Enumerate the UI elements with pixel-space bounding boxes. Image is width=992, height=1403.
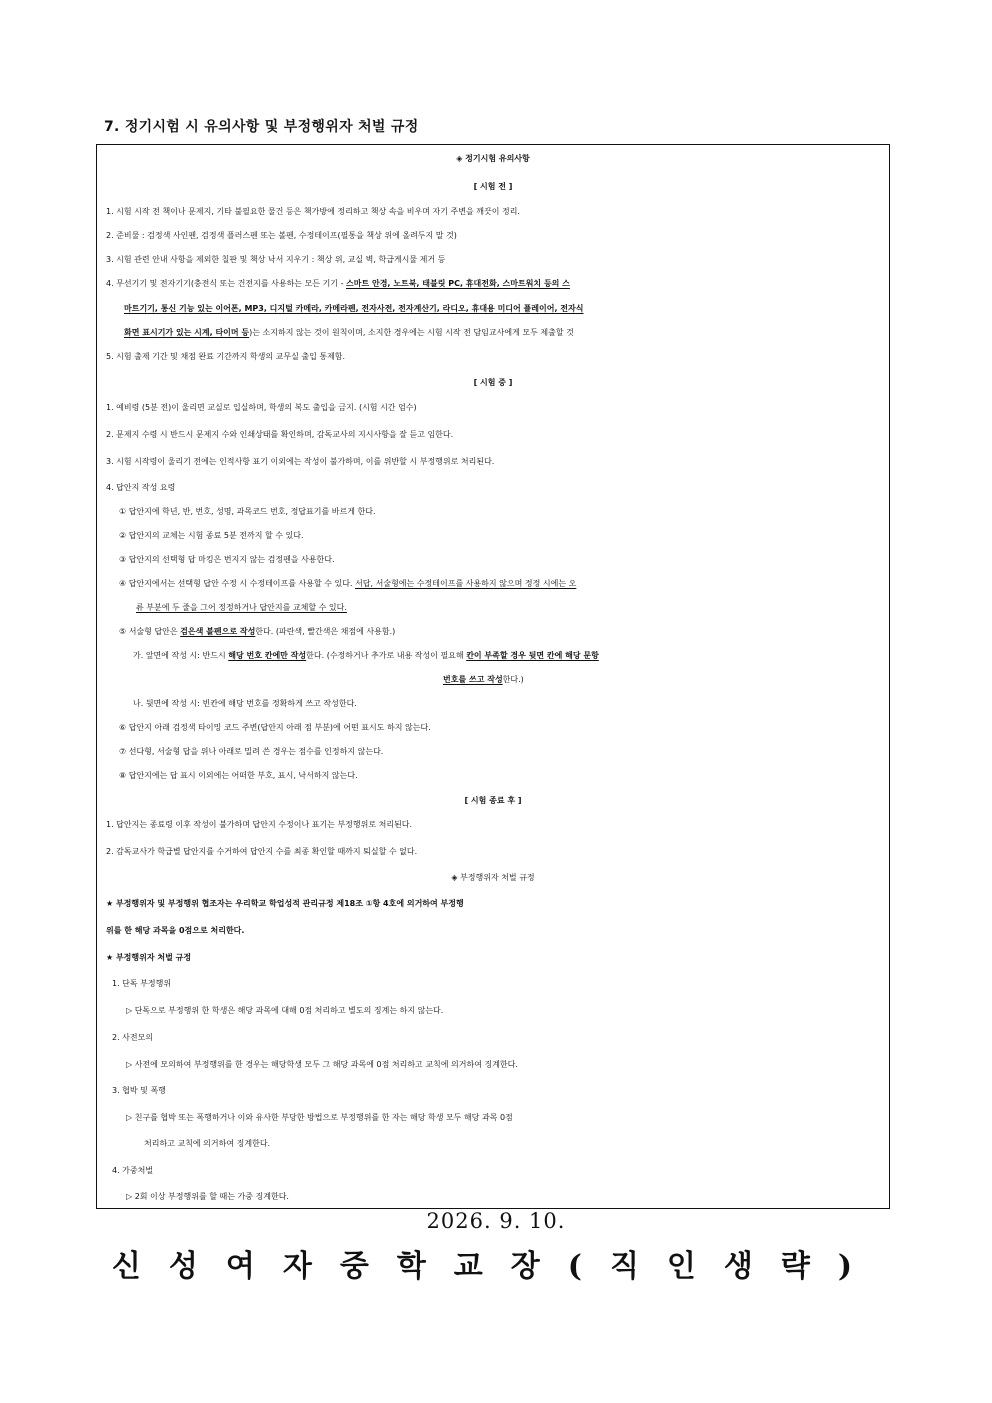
after-item-1: 1. 답안지는 종료령 이후 작성이 불가하며 답안지 수정이나 표기는 부정행위로 처리된다. <box>106 820 413 829</box>
penalty-item-3-desc-line-2: 처리하고 교칙에 의거하여 징계한다. <box>144 1139 271 1148</box>
answer-rule-8: ⑧ 답안지에는 답 표시 이외에는 어떠한 부호, 표시, 낙서하지 않는다. <box>119 771 358 780</box>
before-item-1: 1. 시험 시작 전 책이나 문제지, 기타 불필요한 물건 등은 책가방에 정리하고 책상 속을 비우며 자기 주변을 깨끗이 정리. <box>106 207 520 216</box>
answer-rule-2: ② 답안지의 교체는 시험 종료 5분 전까지 할 수 있다. <box>119 531 304 540</box>
before-item-4-line-1: 4. 무선기기 및 전자기기(충전식 또는 건전지를 사용하는 모든 기기 - 스마트 안경, 노트북, 태블릿 PC, 휴대전화, 스마트워치 등의 스 <box>106 279 570 288</box>
penalty-item-4: 4. 가중처벌 <box>112 1166 154 1175</box>
heading-during-exam: [ 시험 중 ] <box>473 378 513 387</box>
penalty-item-1-desc: ▷ 단독으로 부정행위 한 학생은 해당 과목에 대해 0점 처리하고 별도의 징계는 하지 않는다. <box>126 1006 444 1015</box>
answer-rule-6: ⑥ 답안지 아래 검정색 타이밍 코드 주변(답안지 아래 점 부분)에 어떤 표시도 하지 않는다. <box>119 723 431 732</box>
document-date: 2026. 9. 10. <box>426 1209 566 1233</box>
penalty-item-3-desc-line-1: ▷ 친구를 협박 또는 폭행하거나 이와 유사한 부당한 방법으로 부정행위를 한 자는 해당 학생 모두 해당 과목 0점 <box>126 1113 513 1122</box>
before-item-3: 3. 시험 관련 안내 사항을 제외한 칠판 및 책상 낙서 지우기 : 책상 위, 교실 벽, 학급게시물 제거 등 <box>106 255 446 264</box>
answer-rule-5: ⑤ 서술형 답안은 검은색 볼펜으로 작성한다. (파란색, 빨간색은 채점에 사용함.) <box>119 627 396 636</box>
penalty-star-1-line-1: ★ 부정행위자 및 부정행위 협조자는 우리학교 학업성적 관리규정 제18조 ①항 4호에 의거하여 부정행 <box>106 899 464 908</box>
penalty-star-2: ★ 부정행위자 처벌 규정 <box>106 953 192 962</box>
answer-rule-4-line-1: ④ 답안지에서는 선택형 답안 수정 시 수정테이프를 사용할 수 있다. 서답, 서술형에는 수정테이프를 사용하지 않으며 정정 시에는 오 <box>119 579 577 588</box>
section-title: 7. 정기시험 시 유의사항 및 부정행위자 처벌 규정 <box>104 119 419 135</box>
after-item-2: 2. 감독교사가 학급별 답안지를 수거하여 답안지 수를 최종 확인할 때까지 퇴실할 수 없다. <box>106 847 418 856</box>
heading-after-exam: [ 시험 종료 후 ] <box>464 796 522 805</box>
penalty-star-1-line-2: 위를 한 해당 과목을 0점으로 처리한다. <box>106 926 245 935</box>
before-item-2: 2. 준비물 : 검정색 사인펜, 검정색 플러스펜 또는 볼펜, 수정테이프(필통을 책상 위에 올려두지 말 것) <box>106 231 457 240</box>
during-item-3: 3. 시험 시작령이 울리기 전에는 인적사항 표기 이외에는 작성이 불가하며, 이를 위반할 시 부정행위로 처리된다. <box>106 457 495 466</box>
answer-rule-7: ⑦ 선다형, 서술형 답을 위나 아래로 밀려 쓴 경우는 점수를 인정하지 않는다. <box>119 747 384 756</box>
during-item-1: 1. 예비령 (5분 전)이 울리면 교실로 입실하며, 학생의 복도 출입을 금지. (시험 시간 엄수) <box>106 403 417 412</box>
answer-rule-1: ① 답안지에 학년, 반, 번호, 성명, 과목코드 번호, 정답표기를 바르게 한다. <box>119 507 376 516</box>
before-item-5: 5. 시험 출제 기간 및 채점 완료 기간까지 학생의 교무실 출입 통제함. <box>106 352 346 361</box>
before-item-4-line-3: 화면 표시기가 있는 시계, 타이머 등)는 소지하지 않는 것이 원칙이며, 소지한 경우에는 시험 시작 전 담임교사에게 모두 제출할 것 <box>124 328 574 337</box>
penalty-item-2: 2. 사전모의 <box>112 1033 154 1042</box>
heading-penalty: ◈ 부정행위자 처벌 규정 <box>451 873 535 882</box>
penalty-item-1: 1. 단독 부정행위 <box>112 979 172 988</box>
principal-signature-line: 신성여자중학교장(직인생략) <box>111 1249 881 1284</box>
penalty-item-2-desc: ▷ 사전에 모의하여 부정행위를 한 경우는 해당학생 모두 그 해당 과목에 0점 처리하고 교칙에 의거하여 징계한다. <box>126 1060 518 1069</box>
answer-rule-5-ga: 가. 앞면에 작성 시: 반드시 해당 번호 칸에만 작성한다. (수정하거나 추가로 내용 작성이 필요해 칸이 부족할 경우 뒷면 칸에 해당 문항 <box>133 651 599 660</box>
penalty-item-3: 3. 협박 및 폭행 <box>112 1086 166 1095</box>
answer-rule-4-line-2: 류 부분에 두 줄을 그어 정정하거나 답안지를 교체할 수 있다. <box>136 603 347 612</box>
penalty-item-4-desc: ▷ 2회 이상 부정행위를 할 때는 가중 징계한다. <box>126 1192 289 1201</box>
during-item-2: 2. 문제지 수령 시 반드시 문제지 수와 인쇄상태를 확인하며, 감독교사의 지시사항을 잘 듣고 임한다. <box>106 430 454 439</box>
before-item-4-line-2: 마트기기, 통신 기능 있는 이어폰, MP3, 디지털 카메라, 카메라펜, 전자사전, 전자계산기, 라디오, 휴대용 미디어 플레이어, 전자식 <box>124 304 584 313</box>
exam-notice-box <box>96 144 890 1209</box>
during-item-4: 4. 답안지 작성 요령 <box>106 483 176 492</box>
box-title: ◈ 정기시험 유의사항 <box>456 154 530 163</box>
heading-before-exam: [ 시험 전 ] <box>473 182 513 191</box>
answer-rule-5-na: 나. 뒷면에 작성 시: 빈칸에 해당 번호를 정확하게 쓰고 작성한다. <box>133 699 357 708</box>
answer-rule-5-ga-cont: 번호를 쓰고 작성한다.) <box>443 675 524 684</box>
answer-rule-3: ③ 답안지의 선택형 답 마킹은 번지지 않는 검정펜을 사용한다. <box>119 555 335 564</box>
